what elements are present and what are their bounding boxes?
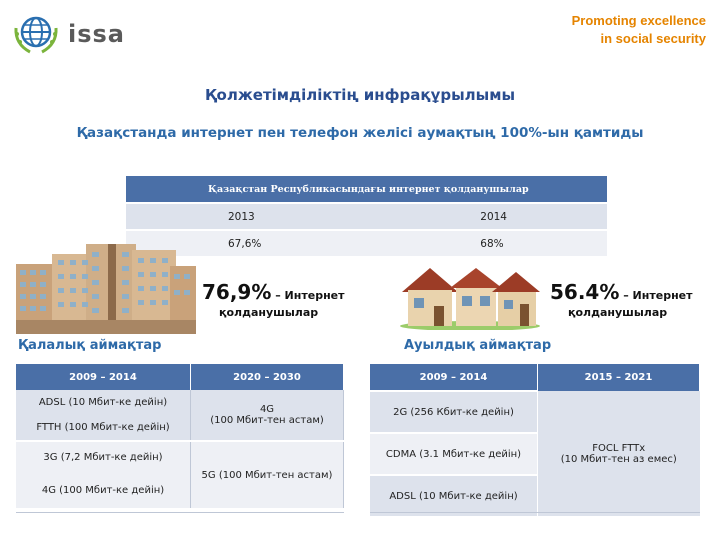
rural-col2-header: 2015 – 2021 [538, 364, 700, 391]
table-row [16, 441, 344, 472]
urban-4g-cell [191, 390, 344, 441]
rural-areas-heading: Ауылдық аймақтар [404, 338, 552, 353]
urban-3g: 3G (7,2 Мбит-ке дейін) [16, 441, 191, 472]
urban-ftth: FTTH (100 Мбит-ке дейін) [16, 415, 191, 441]
issa-logo [10, 8, 130, 60]
logo-text: issa [68, 20, 125, 48]
internet-users-table-header: Қазақстан Республикасындағы интернет қолданушылар [126, 176, 607, 203]
urban-4g: 4G [259, 404, 275, 415]
urban-col2-header: 2020 – 2030 [191, 364, 344, 390]
urban-stat-label-cont: қолданушылар [219, 306, 319, 319]
rural-focl: FOCL FTTx [592, 442, 646, 454]
tagline-line1: Promoting excellence [571, 13, 706, 28]
year-2013: 2013 [126, 203, 345, 230]
urban-table-bottom-line [16, 512, 344, 513]
rural-col1-header: 2009 – 2014 [370, 364, 538, 391]
rural-stat-label: – Интернет [619, 289, 693, 302]
globe-laurel-icon [10, 8, 62, 60]
value-2014: 68% [345, 230, 607, 256]
urban-stat-value: 76,9% [202, 280, 272, 304]
urban-4g-legacy: 4G (100 Мбит-ке дейін) [16, 472, 191, 508]
urban-areas-heading: Қалалық аймақтар [18, 338, 162, 353]
rural-adsl: ADSL (10 Мбит-ке дейін) [370, 475, 538, 516]
urban-4g-speed: (100 Мбит-тен астам) [210, 415, 324, 426]
rural-2g: 2G (256 Кбит-ке дейін) [370, 391, 538, 433]
apartment-buildings-image [16, 244, 196, 334]
rural-internet-stat [550, 280, 693, 304]
urban-stat-label: – Интернет [271, 289, 345, 302]
urban-5g: 5G (100 Мбит-тен астам) [191, 441, 344, 508]
urban-internet-stat [202, 280, 345, 304]
table-row [16, 390, 344, 415]
rural-networks-table [370, 364, 700, 516]
value-2013: 67,6% [126, 230, 345, 256]
page-subtitle: Қазақстанда интернет пен телефон желісі аумақтың 100%-ын қамтиды [76, 125, 644, 141]
page-title: Қолжетімділіктің инфрақұрылымы [204, 86, 516, 104]
rural-houses-image [400, 262, 540, 330]
year-2014: 2014 [345, 203, 607, 230]
rural-cdma: CDMA (3.1 Мбит-ке дейін) [370, 433, 538, 475]
urban-col1-header: 2009 – 2014 [16, 364, 191, 390]
table-row [126, 230, 607, 256]
urban-adsl: ADSL (10 Мбит-ке дейін) [16, 390, 191, 415]
rural-stat-value: 56.4% [550, 280, 620, 304]
internet-users-table [126, 176, 607, 256]
rural-focl-speed: (10 Мбит-тен аз емес) [560, 453, 677, 465]
rural-stat-label-cont: қолданушылар [568, 306, 668, 319]
tagline [572, 12, 706, 48]
rural-focl-cell [538, 391, 700, 516]
tagline-line2: in social security [600, 31, 706, 46]
urban-networks-table [16, 364, 344, 508]
table-row [370, 391, 700, 433]
rural-table-bottom-line [370, 512, 700, 513]
table-row [126, 203, 607, 230]
